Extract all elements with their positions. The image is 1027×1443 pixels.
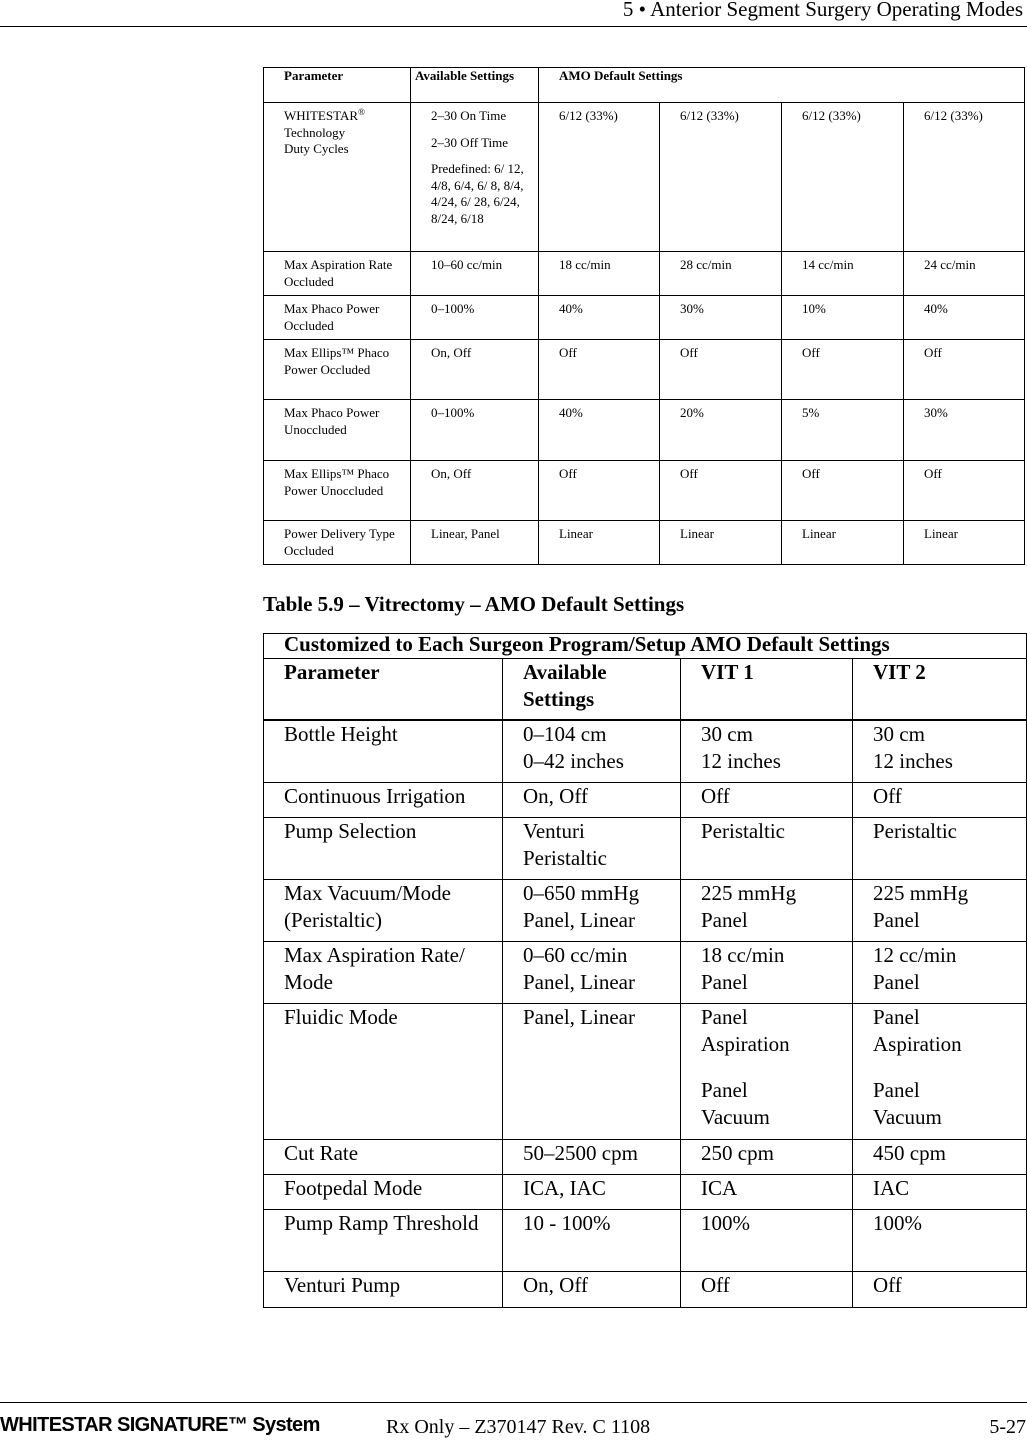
vit1-cell: Panel Aspiration Panel Vacuum (681, 1003, 853, 1139)
value-cell: Linear (782, 521, 904, 565)
table-row (264, 461, 1025, 521)
available-cell: 2–30 On Time 2–30 Off Time Predefined: 6/ 12, 4/8, 6/4, 6/ 8, 8/4, 4/24, 6/ 28, 6/24, 8/24, 6/18 (411, 103, 539, 252)
table-row (264, 296, 1025, 340)
table-row (264, 252, 1025, 296)
table-row (264, 1209, 1027, 1271)
value-cell: Off (539, 461, 660, 521)
param-cell: Max Ellips™ Phaco Power Occluded (264, 340, 411, 400)
page-footer (0, 1402, 1027, 1443)
available-cell: 0–100% (411, 296, 539, 340)
vit1-cell: Off (681, 1271, 853, 1307)
value-cell: Off (904, 461, 1025, 521)
value-cell: 6/12 (33%) (660, 103, 782, 252)
vit1-cell: 100% (681, 1209, 853, 1271)
header-vit2: VIT 2 (853, 659, 1027, 721)
available-cell: 10 - 100% (503, 1209, 681, 1271)
param-cell: Fluidic Mode (264, 1003, 503, 1139)
vitrectomy-table (263, 633, 1027, 1308)
value-cell: 40% (539, 400, 660, 461)
value-cell: Off (539, 340, 660, 400)
value-cell: Linear (660, 521, 782, 565)
value-cell: 6/12 (33%) (904, 103, 1025, 252)
vit1-cell: Peristaltic (681, 817, 853, 879)
table-row (264, 521, 1025, 565)
customized-header: Customized to Each Surgeon Program/Setup AMO Default Settings (264, 634, 1027, 659)
value-cell: Off (660, 461, 782, 521)
vit2-cell: 225 mmHg Panel (853, 879, 1027, 941)
table-row (264, 720, 1027, 782)
vit1-cell: Off (681, 782, 853, 817)
value-cell: 28 cc/min (660, 252, 782, 296)
vit2-cell: 30 cm 12 inches (853, 720, 1027, 782)
param-cell: Footpedal Mode (264, 1174, 503, 1209)
phaco-settings-table (263, 67, 1025, 565)
available-cell: Linear, Panel (411, 521, 539, 565)
param-cell: Max Phaco Power Unoccluded (264, 400, 411, 461)
page-number: 5-27 (989, 1416, 1026, 1438)
vit1-cell: 250 cpm (681, 1139, 853, 1174)
value-cell: 18 cc/min (539, 252, 660, 296)
param-cell: Max Aspiration Rate/ Mode (264, 941, 503, 1003)
vit2-cell: 450 cpm (853, 1139, 1027, 1174)
value-cell: Off (904, 340, 1025, 400)
available-cell: ICA, IAC (503, 1174, 681, 1209)
header-available: Available Settings (503, 659, 681, 721)
value-cell: 6/12 (33%) (539, 103, 660, 252)
param-cell: Bottle Height (264, 720, 503, 782)
available-cell: 10–60 cc/min (411, 252, 539, 296)
vit2-cell: 100% (853, 1209, 1027, 1271)
available-cell: On, Off (411, 340, 539, 400)
param-cell: Max Vacuum/Mode (Peristaltic) (264, 879, 503, 941)
param-cell: Pump Selection (264, 817, 503, 879)
table-row (264, 1271, 1027, 1307)
param-cell: Pump Ramp Threshold (264, 1209, 503, 1271)
param-cell: Power Delivery Type Occluded (264, 521, 411, 565)
available-cell: Venturi Peristaltic (503, 817, 681, 879)
vit1-cell: 30 cm 12 inches (681, 720, 853, 782)
param-cell: Continuous Irrigation (264, 782, 503, 817)
value-cell: Off (660, 340, 782, 400)
table-row (264, 400, 1025, 461)
value-cell: 10% (782, 296, 904, 340)
param-cell: WHITESTAR® Technology Duty Cycles (264, 103, 411, 252)
table-row (264, 941, 1027, 1003)
header-vit1: VIT 1 (681, 659, 853, 721)
table-row (264, 1139, 1027, 1174)
table-row (264, 1003, 1027, 1139)
vit2-cell: Panel Aspiration Panel Vacuum (853, 1003, 1027, 1139)
value-cell: 5% (782, 400, 904, 461)
vit1-cell: ICA (681, 1174, 853, 1209)
customized-header-row (264, 634, 1027, 659)
value-cell: 40% (904, 296, 1025, 340)
available-cell: 0–60 cc/min Panel, Linear (503, 941, 681, 1003)
table-row (264, 103, 1025, 252)
available-cell: 50–2500 cpm (503, 1139, 681, 1174)
value-cell: 14 cc/min (782, 252, 904, 296)
vit2-cell: 12 cc/min Panel (853, 941, 1027, 1003)
table-row (264, 879, 1027, 941)
vit2-cell: Off (853, 1271, 1027, 1307)
value-cell: 40% (539, 296, 660, 340)
vit1-cell: 18 cc/min Panel (681, 941, 853, 1003)
table-row (264, 782, 1027, 817)
value-cell: Off (782, 461, 904, 521)
table-row (264, 817, 1027, 879)
header-available: Available Settings (411, 68, 539, 103)
param-cell: Venturi Pump (264, 1271, 503, 1307)
value-cell: 24 cc/min (904, 252, 1025, 296)
param-cell: Max Phaco Power Occluded (264, 296, 411, 340)
header-defaults: AMO Default Settings (539, 68, 1025, 103)
param-cell: Max Aspiration Rate Occluded (264, 252, 411, 296)
header-parameter: Parameter (264, 68, 411, 103)
document-id: Rx Only – Z370147 Rev. C 1108 (386, 1416, 651, 1438)
available-cell: On, Off (411, 461, 539, 521)
available-cell: 0–104 cm 0–42 inches (503, 720, 681, 782)
vit1-cell: 225 mmHg Panel (681, 879, 853, 941)
vit2-cell: Off (853, 782, 1027, 817)
value-cell: 30% (660, 296, 782, 340)
vit2-cell: Peristaltic (853, 817, 1027, 879)
header-parameter: Parameter (264, 659, 503, 721)
available-cell: On, Off (503, 1271, 681, 1307)
value-cell: 30% (904, 400, 1025, 461)
available-cell: Panel, Linear (503, 1003, 681, 1139)
param-cell: Max Ellips™ Phaco Power Unoccluded (264, 461, 411, 521)
param-cell: Cut Rate (264, 1139, 503, 1174)
available-cell: 0–650 mmHg Panel, Linear (503, 879, 681, 941)
value-cell: Linear (539, 521, 660, 565)
available-cell: On, Off (503, 782, 681, 817)
page-header (0, 0, 1027, 27)
available-cell: 0–100% (411, 400, 539, 461)
table-header-row (264, 68, 1025, 103)
value-cell: 6/12 (33%) (782, 103, 904, 252)
chapter-title: 5 • Anterior Segment Surgery Operating Modes (622, 0, 1023, 21)
system-name: WHITESTAR SIGNATURE™ System (0, 1414, 320, 1436)
table-caption: Table 5.9 – Vitrectomy – AMO Default Settings (263, 592, 685, 616)
value-cell: Linear (904, 521, 1025, 565)
table-header-row (264, 659, 1027, 721)
table-row (264, 1174, 1027, 1209)
value-cell: 20% (660, 400, 782, 461)
value-cell: Off (782, 340, 904, 400)
table-row (264, 340, 1025, 400)
vit2-cell: IAC (853, 1174, 1027, 1209)
